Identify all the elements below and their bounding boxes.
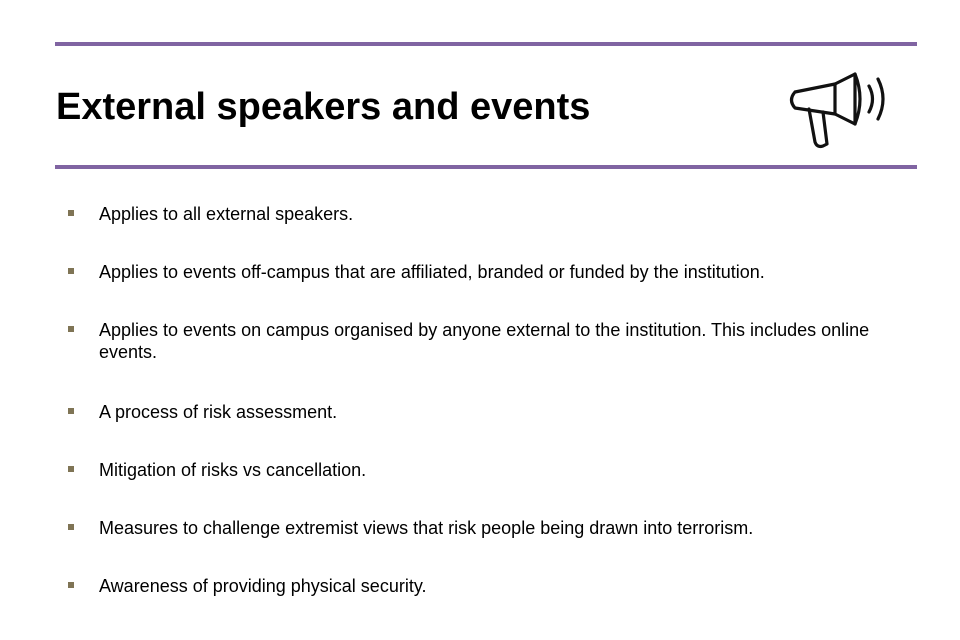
slide-title: External speakers and events: [56, 86, 591, 128]
bullet-square-icon: [68, 210, 74, 216]
bottom-divider: [55, 165, 917, 169]
bullet-text: Applies to all external speakers.: [99, 204, 354, 224]
bullet-square-icon: [68, 582, 74, 588]
bullet-square-icon: [68, 268, 74, 274]
bullet-square-icon: [68, 524, 74, 530]
list-item: [66, 459, 916, 481]
bullet-text: Measures to challenge extremist views that risk people being drawn into terrorism.: [99, 518, 754, 538]
list-item: [66, 401, 916, 423]
bullet-square-icon: [68, 408, 74, 414]
top-divider: [55, 42, 917, 46]
list-item: [66, 203, 916, 225]
bullet-text: A process of risk assessment.: [99, 402, 338, 422]
list-item: [66, 575, 916, 597]
bullet-square-icon: [68, 326, 74, 332]
list-item: [66, 517, 916, 539]
bullet-text: Applies to events on campus organised by anyone external to the institution. This includes online events.: [99, 320, 870, 362]
bullet-square-icon: [68, 466, 74, 472]
bullet-text: Mitigation of risks vs cancellation.: [99, 460, 367, 480]
list-item: [66, 319, 916, 363]
megaphone-icon: [785, 62, 897, 154]
list-item: [66, 261, 916, 283]
bullet-text: Awareness of providing physical security.: [99, 576, 427, 596]
bullet-text: Applies to events off-campus that are affiliated, branded or funded by the institution.: [99, 262, 765, 282]
